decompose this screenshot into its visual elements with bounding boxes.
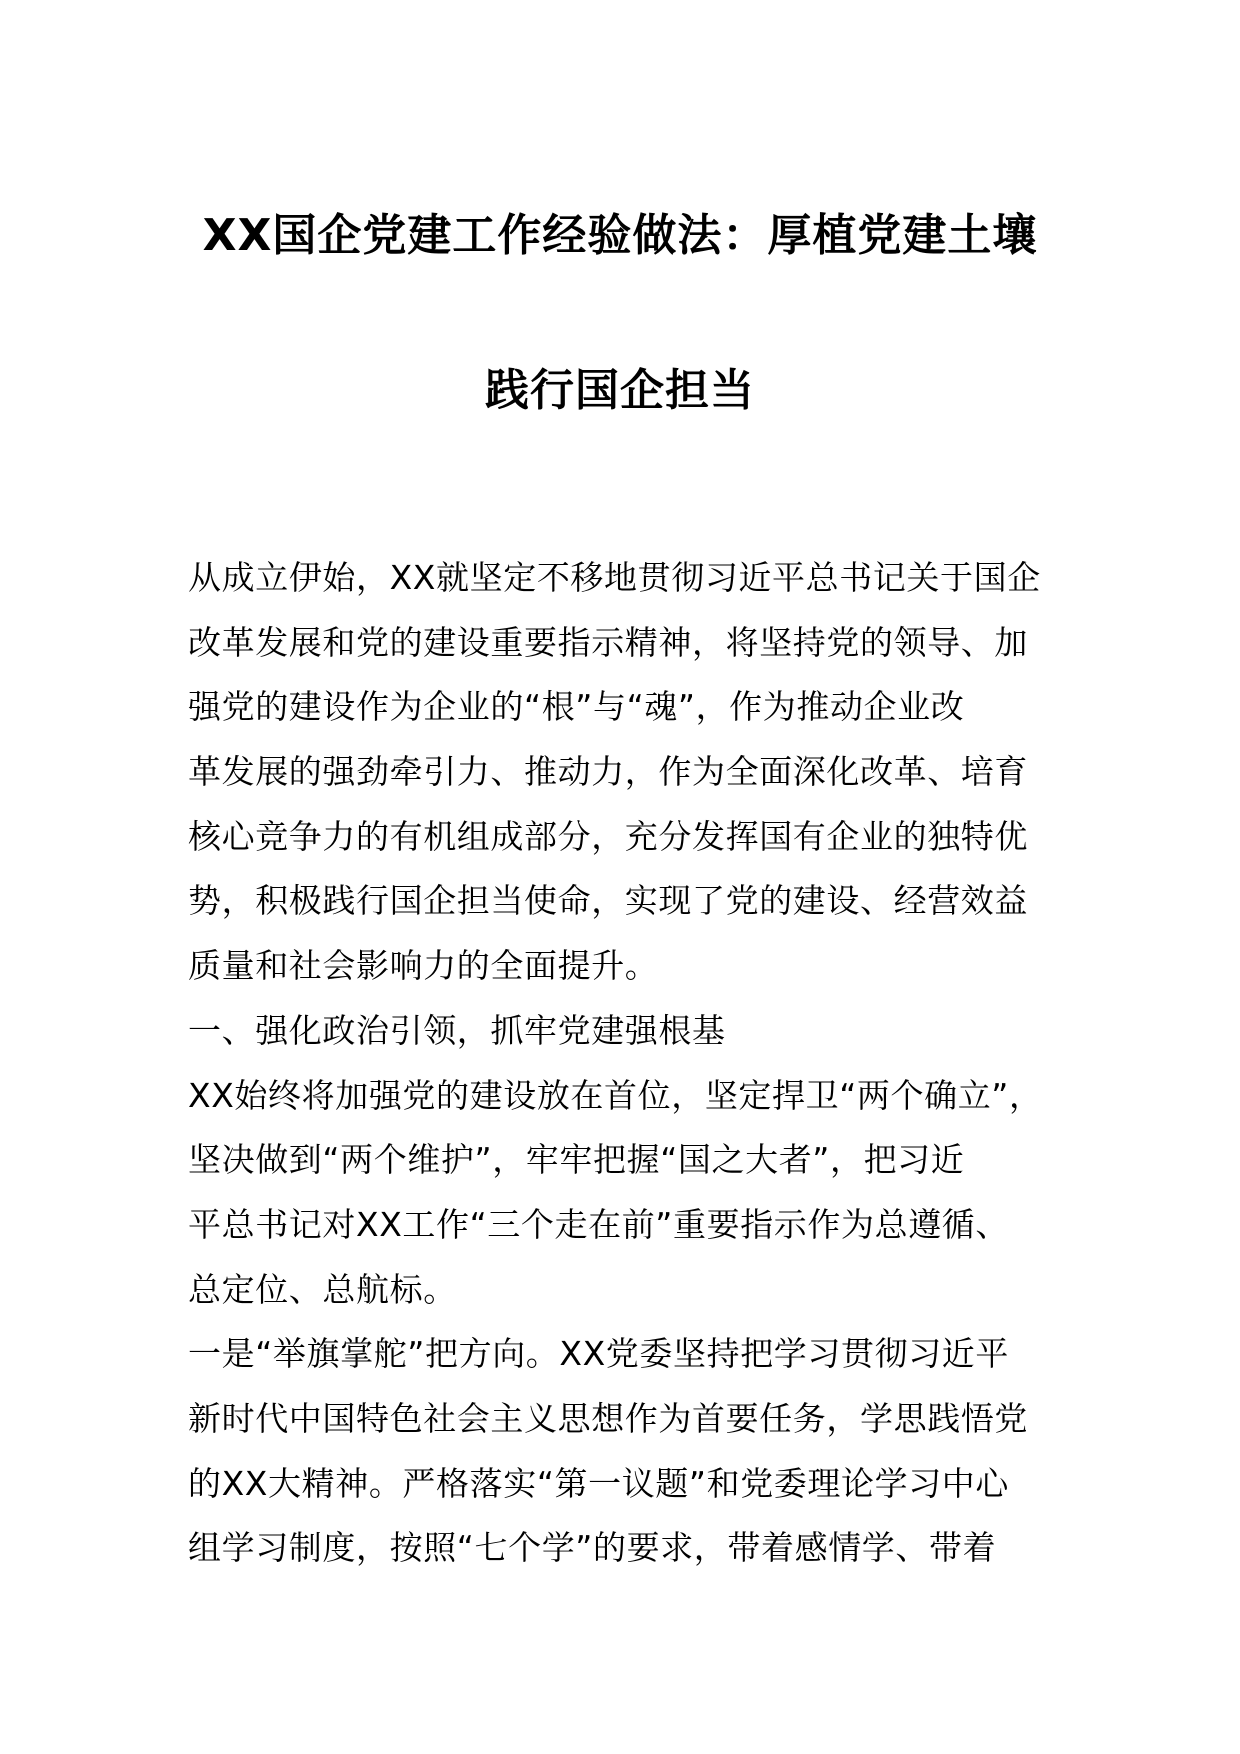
document-body [188, 546, 1088, 1581]
body-line: 的XX大精神。严格落实“第一议题”和党委理论学习中心 [188, 1463, 1010, 1503]
body-line: 坚决做到“两个维护”，牢牢把握“国之大者”，把习近 [188, 1140, 965, 1180]
document-title-line-1: XX国企党建工作经验做法：厚植党建土壤 [202, 210, 1038, 261]
body-line: 质量和社会影响力的全面提升。 [188, 946, 659, 986]
body-line: 强党的建设作为企业的“根”与“魂”，作为推动企业改 [188, 687, 965, 727]
body-line: 从成立伊始，XX就坚定不移地贯彻习近平总书记关于国企 [188, 558, 1041, 597]
body-line: 总定位、总航标。 [188, 1269, 457, 1309]
body-line: 革发展的强劲牵引力、推动力，作为全面深化改革、培育 [188, 752, 1028, 792]
body-line: XX始终将加强党的建设放在首位，坚定捍卫“两个确立”， [188, 1075, 1043, 1115]
body-line: 核心竞争力的有机组成部分，充分发挥国有企业的独特优 [188, 816, 1028, 856]
body-line: 一是“举旗掌舵”把方向。XX党委坚持把学习贯彻习近平 [188, 1334, 1010, 1374]
body-line: 组学习制度，按照“七个学”的要求，带着感情学、带着 [188, 1528, 997, 1568]
section-heading: 一、强化政治引领，抓牢党建强根基 [188, 1010, 726, 1050]
body-line: 改革发展和党的建设重要指示精神，将坚持党的领导、加 [188, 622, 1028, 662]
body-line: 新时代中国特色社会主义思想作为首要任务，学思践悟党 [188, 1398, 1028, 1438]
document-title-line-2: 践行国企担当 [485, 365, 755, 416]
body-line: 势，积极践行国企担当使命，实现了党的建设、经营效益 [188, 881, 1028, 921]
body-line: 平总书记对XX工作“三个走在前”重要指示作为总遵循、 [188, 1204, 1010, 1244]
